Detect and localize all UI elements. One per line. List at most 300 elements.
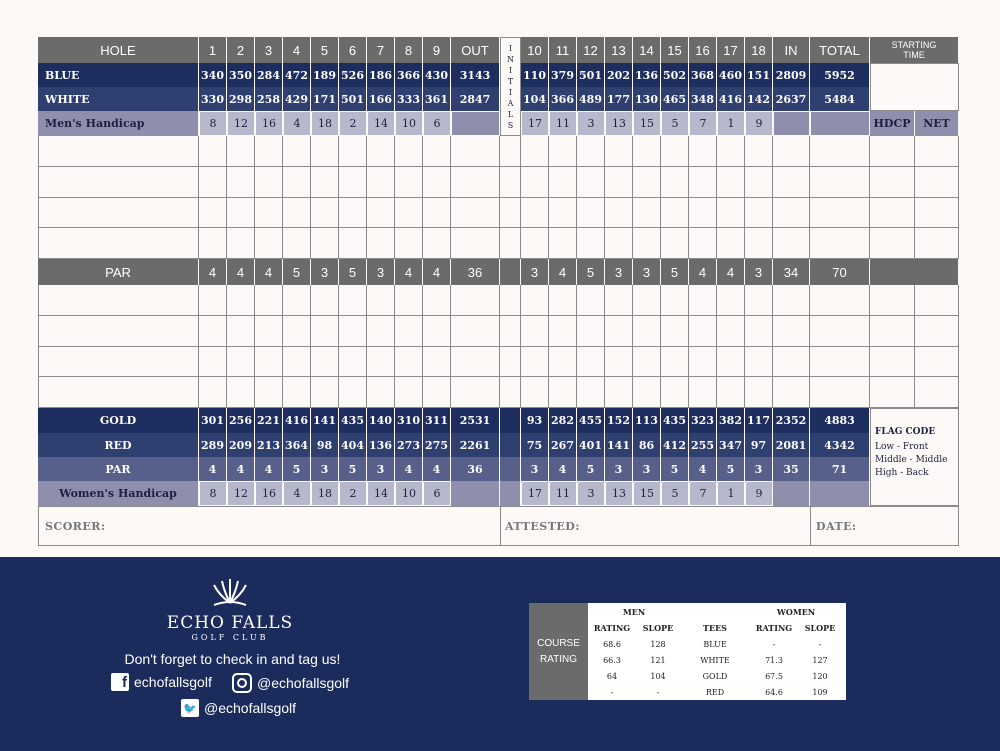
player-score-bottom-row-3-cell[interactable] bbox=[549, 347, 577, 378]
women-slope-value: 109 bbox=[812, 688, 828, 697]
player-score-top-row-3-cell[interactable] bbox=[577, 198, 605, 229]
date-field[interactable]: DATE: bbox=[816, 520, 857, 533]
player-score-bottom-row-1-cell[interactable] bbox=[367, 285, 395, 316]
player-score-bottom-row-1-cell[interactable] bbox=[311, 285, 339, 316]
blue-tee-hole-13: 202 bbox=[605, 63, 633, 87]
player-score-bottom-row-1-cell[interactable] bbox=[521, 285, 549, 316]
player-score-top-row-2-cell[interactable] bbox=[500, 167, 521, 198]
player-score-top-row-1-cell[interactable] bbox=[810, 136, 870, 167]
player-score-top-row-1-cell[interactable] bbox=[311, 136, 339, 167]
player-score-bottom-row-3-cell[interactable] bbox=[38, 347, 199, 378]
player-score-top-row-2-cell[interactable] bbox=[870, 167, 915, 198]
hole-number-3: 3 bbox=[255, 37, 283, 63]
player-score-bottom-row-4-cell[interactable] bbox=[915, 377, 959, 408]
player-score-top-row-3-cell[interactable] bbox=[500, 198, 521, 229]
player-score-bottom-row-4-cell[interactable] bbox=[255, 377, 283, 408]
facebook-handle: echofallsgolf bbox=[134, 674, 212, 690]
player-score-bottom-row-1-cell[interactable] bbox=[915, 285, 959, 316]
player-score-top-row-1-cell[interactable] bbox=[38, 136, 199, 167]
player-score-bottom-row-2-cell[interactable] bbox=[689, 316, 717, 347]
player-score-top-row-3-cell[interactable] bbox=[745, 198, 773, 229]
player-score-bottom-row-2-cell[interactable] bbox=[367, 316, 395, 347]
player-score-bottom-row-3-cell[interactable] bbox=[773, 347, 810, 378]
scorer-field[interactable]: SCORER: bbox=[45, 520, 106, 533]
player-score-top-row-2-cell[interactable] bbox=[521, 167, 549, 198]
mens-handicap-hole-17: 1 bbox=[717, 111, 745, 136]
player-score-top-row-3-cell[interactable] bbox=[199, 198, 227, 229]
player-score-bottom-row-4-cell[interactable] bbox=[500, 377, 521, 408]
hole-number-1: 1 bbox=[199, 37, 227, 63]
player-score-bottom-row-4-cell[interactable] bbox=[367, 377, 395, 408]
player-score-bottom-row-2-cell[interactable] bbox=[773, 316, 810, 347]
player-score-bottom-row-3-cell[interactable] bbox=[395, 347, 423, 378]
player-score-top-row-4-cell[interactable] bbox=[577, 228, 605, 259]
player-score-bottom-row-3-cell[interactable] bbox=[689, 347, 717, 378]
player-score-top-row-4-cell[interactable] bbox=[451, 228, 500, 259]
hole-number-5: 5 bbox=[311, 37, 339, 63]
white-tee-total: 5484 bbox=[810, 87, 870, 111]
player-score-bottom-row-3-cell[interactable] bbox=[577, 347, 605, 378]
gold-tee-hole-8: 310 bbox=[395, 408, 423, 433]
player-score-top-row-2-cell[interactable] bbox=[227, 167, 255, 198]
initials-column bbox=[500, 37, 521, 136]
player-score-bottom-row-1-cell[interactable] bbox=[810, 285, 870, 316]
net-header: NET bbox=[915, 111, 959, 136]
player-score-top-row-2-cell[interactable] bbox=[339, 167, 367, 198]
player-score-bottom-row-1-cell[interactable] bbox=[870, 285, 915, 316]
player-score-top-row-1-cell[interactable] bbox=[255, 136, 283, 167]
player-score-top-row-1-cell[interactable] bbox=[661, 136, 689, 167]
player-score-bottom-row-4-cell[interactable] bbox=[311, 377, 339, 408]
womens-handicap-hole-7: 14 bbox=[367, 481, 395, 506]
red-tee-total: 4342 bbox=[810, 433, 870, 457]
player-score-bottom-row-3-cell[interactable] bbox=[633, 347, 661, 378]
player-score-bottom-row-2-cell[interactable] bbox=[549, 316, 577, 347]
player-score-top-row-1-cell[interactable] bbox=[199, 136, 227, 167]
player-score-bottom-row-3-cell[interactable] bbox=[717, 347, 745, 378]
player-score-top-row-2-cell[interactable] bbox=[549, 167, 577, 198]
player-score-bottom-row-3-cell[interactable] bbox=[367, 347, 395, 378]
gold-tee-hole-13: 152 bbox=[605, 408, 633, 433]
player-score-bottom-row-2-cell[interactable] bbox=[915, 316, 959, 347]
blue-tee-hole-10: 110 bbox=[521, 63, 549, 87]
player-score-top-row-2-cell[interactable] bbox=[689, 167, 717, 198]
par-bottom-hole-17: 5 bbox=[717, 457, 745, 481]
par-bottom-hole-14: 3 bbox=[633, 457, 661, 481]
player-score-top-row-4-cell[interactable] bbox=[227, 228, 255, 259]
player-score-top-row-2-cell[interactable] bbox=[915, 167, 959, 198]
player-score-top-row-1-cell[interactable] bbox=[283, 136, 311, 167]
par-bottom-hole-16: 4 bbox=[689, 457, 717, 481]
player-score-bottom-row-1-cell[interactable] bbox=[773, 285, 810, 316]
par-bottom-hole-18: 3 bbox=[745, 457, 773, 481]
player-score-bottom-row-4-cell[interactable] bbox=[395, 377, 423, 408]
player-score-bottom-row-3-cell[interactable] bbox=[500, 347, 521, 378]
women-header: WOMEN bbox=[776, 607, 816, 617]
player-score-top-row-1-cell[interactable] bbox=[227, 136, 255, 167]
player-score-top-row-4-cell[interactable] bbox=[395, 228, 423, 259]
player-score-top-row-2-cell[interactable] bbox=[395, 167, 423, 198]
blue-tee-hole-15: 502 bbox=[661, 63, 689, 87]
player-score-top-row-1-cell[interactable] bbox=[339, 136, 367, 167]
player-score-top-row-3-cell[interactable] bbox=[549, 198, 577, 229]
player-score-bottom-row-1-cell[interactable] bbox=[38, 285, 199, 316]
blue-tee-out: 3143 bbox=[451, 63, 500, 87]
player-score-bottom-row-3-cell[interactable] bbox=[255, 347, 283, 378]
player-score-top-row-3-cell[interactable] bbox=[423, 198, 451, 229]
player-score-bottom-row-1-cell[interactable] bbox=[689, 285, 717, 316]
player-score-bottom-row-3-cell[interactable] bbox=[745, 347, 773, 378]
player-score-bottom-row-4-cell[interactable] bbox=[773, 377, 810, 408]
par-bottom-hole-12: 5 bbox=[577, 457, 605, 481]
hole-number-8: 8 bbox=[395, 37, 423, 63]
player-score-top-row-3-cell[interactable] bbox=[810, 198, 870, 229]
player-score-bottom-row-4-cell[interactable] bbox=[339, 377, 367, 408]
player-score-top-row-3-cell[interactable] bbox=[717, 198, 745, 229]
mens-handicap-hole-11: 11 bbox=[549, 111, 577, 136]
player-score-top-row-2-cell[interactable] bbox=[633, 167, 661, 198]
player-score-bottom-row-4-cell[interactable] bbox=[661, 377, 689, 408]
red-tee-initials-spacer bbox=[500, 433, 521, 457]
player-score-bottom-row-3-cell[interactable] bbox=[283, 347, 311, 378]
player-score-bottom-row-4-cell[interactable] bbox=[810, 377, 870, 408]
player-score-top-row-1-cell[interactable] bbox=[689, 136, 717, 167]
player-score-bottom-row-4-cell[interactable] bbox=[870, 377, 915, 408]
player-score-bottom-row-3-cell[interactable] bbox=[199, 347, 227, 378]
player-score-top-row-1-cell[interactable] bbox=[773, 136, 810, 167]
player-score-top-row-1-cell[interactable] bbox=[870, 136, 915, 167]
player-score-bottom-row-2-cell[interactable] bbox=[745, 316, 773, 347]
par-mid-hole-18: 3 bbox=[745, 259, 773, 285]
womens-handicap-total bbox=[810, 481, 870, 506]
player-score-top-row-4-cell[interactable] bbox=[199, 228, 227, 259]
player-score-top-row-1-cell[interactable] bbox=[717, 136, 745, 167]
player-score-top-row-4-cell[interactable] bbox=[605, 228, 633, 259]
player-score-top-row-4-cell[interactable] bbox=[773, 228, 810, 259]
white-tee-hole-18: 142 bbox=[745, 87, 773, 111]
hole-number-15: 15 bbox=[661, 37, 689, 63]
player-score-bottom-row-2-cell[interactable] bbox=[38, 316, 199, 347]
player-score-top-row-3-cell[interactable] bbox=[367, 198, 395, 229]
player-score-top-row-2-cell[interactable] bbox=[810, 167, 870, 198]
hole-number-11: 11 bbox=[549, 37, 577, 63]
player-score-top-row-4-cell[interactable] bbox=[661, 228, 689, 259]
player-score-top-row-1-cell[interactable] bbox=[423, 136, 451, 167]
player-score-bottom-row-3-cell[interactable] bbox=[227, 347, 255, 378]
player-score-bottom-row-1-cell[interactable] bbox=[577, 285, 605, 316]
mens-handicap-hole-12: 3 bbox=[577, 111, 605, 136]
flag-code-line: Low - Front bbox=[875, 442, 929, 452]
mens-handicap-hole-7: 14 bbox=[367, 111, 395, 136]
twitter-icon: 🐦 bbox=[181, 699, 199, 717]
player-score-top-row-3-cell[interactable] bbox=[38, 198, 199, 229]
player-score-bottom-row-2-cell[interactable] bbox=[423, 316, 451, 347]
player-score-top-row-4-cell[interactable] bbox=[521, 228, 549, 259]
player-score-bottom-row-3-cell[interactable] bbox=[605, 347, 633, 378]
player-score-bottom-row-2-cell[interactable] bbox=[311, 316, 339, 347]
player-score-bottom-row-4-cell[interactable] bbox=[549, 377, 577, 408]
womens-handicap-hole-17: 1 bbox=[717, 481, 745, 506]
player-score-bottom-row-1-cell[interactable] bbox=[500, 285, 521, 316]
player-score-bottom-row-3-cell[interactable] bbox=[521, 347, 549, 378]
mens-handicap-hole-4: 4 bbox=[283, 111, 311, 136]
red-tee-hole-8: 273 bbox=[395, 433, 423, 457]
gold-tee-initials-spacer bbox=[500, 408, 521, 433]
player-score-bottom-row-4-cell[interactable] bbox=[745, 377, 773, 408]
player-score-bottom-row-2-cell[interactable] bbox=[633, 316, 661, 347]
gold-tee-hole-6: 435 bbox=[339, 408, 367, 433]
twitter-link[interactable] bbox=[181, 699, 296, 717]
player-score-top-row-3-cell[interactable] bbox=[451, 198, 500, 229]
player-score-top-row-4-cell[interactable] bbox=[717, 228, 745, 259]
player-score-top-row-2-cell[interactable] bbox=[311, 167, 339, 198]
player-score-top-row-3-cell[interactable] bbox=[870, 198, 915, 229]
player-score-bottom-row-4-cell[interactable] bbox=[283, 377, 311, 408]
player-score-top-row-1-cell[interactable] bbox=[521, 136, 549, 167]
player-score-top-row-2-cell[interactable] bbox=[577, 167, 605, 198]
player-score-top-row-3-cell[interactable] bbox=[283, 198, 311, 229]
player-score-top-row-4-cell[interactable] bbox=[283, 228, 311, 259]
par-mid-hole-7: 3 bbox=[367, 259, 395, 285]
player-score-top-row-2-cell[interactable] bbox=[38, 167, 199, 198]
white-tee-out: 2847 bbox=[451, 87, 500, 111]
initials-letter: I bbox=[508, 65, 513, 75]
player-score-bottom-row-2-cell[interactable] bbox=[451, 316, 500, 347]
player-score-top-row-2-cell[interactable] bbox=[717, 167, 745, 198]
player-score-bottom-row-1-cell[interactable] bbox=[605, 285, 633, 316]
par-mid-hole-1: 4 bbox=[199, 259, 227, 285]
par-mid-total: 70 bbox=[810, 259, 870, 285]
blue-tee-hole-5: 189 bbox=[311, 63, 339, 87]
white-tee-hole-3: 258 bbox=[255, 87, 283, 111]
player-score-bottom-row-1-cell[interactable] bbox=[661, 285, 689, 316]
blue-tee-hole-8: 366 bbox=[395, 63, 423, 87]
player-score-top-row-4-cell[interactable] bbox=[311, 228, 339, 259]
gold-tee-hole-17: 382 bbox=[717, 408, 745, 433]
player-score-bottom-row-2-cell[interactable] bbox=[810, 316, 870, 347]
player-score-bottom-row-3-cell[interactable] bbox=[870, 347, 915, 378]
player-score-bottom-row-1-cell[interactable] bbox=[423, 285, 451, 316]
flag-code-line: Middle - Middle bbox=[875, 455, 948, 465]
player-score-bottom-row-2-cell[interactable] bbox=[870, 316, 915, 347]
player-score-top-row-4-cell[interactable] bbox=[549, 228, 577, 259]
par-mid-hole-12: 5 bbox=[577, 259, 605, 285]
men-rating-value: 64 bbox=[606, 672, 618, 681]
white-tee-hole-2: 298 bbox=[227, 87, 255, 111]
player-score-bottom-row-4-cell[interactable] bbox=[605, 377, 633, 408]
player-score-top-row-4-cell[interactable] bbox=[255, 228, 283, 259]
player-score-top-row-3-cell[interactable] bbox=[227, 198, 255, 229]
player-score-bottom-row-4-cell[interactable] bbox=[689, 377, 717, 408]
total-header: TOTAL bbox=[810, 37, 870, 63]
player-score-bottom-row-4-cell[interactable] bbox=[577, 377, 605, 408]
par-mid-in: 34 bbox=[773, 259, 810, 285]
player-score-bottom-row-2-cell[interactable] bbox=[661, 316, 689, 347]
blue-tee-hole-6: 526 bbox=[339, 63, 367, 87]
player-score-top-row-1-cell[interactable] bbox=[395, 136, 423, 167]
player-score-bottom-row-4-cell[interactable] bbox=[451, 377, 500, 408]
player-score-top-row-4-cell[interactable] bbox=[633, 228, 661, 259]
player-score-bottom-row-1-cell[interactable] bbox=[745, 285, 773, 316]
white-tee-hole-9: 361 bbox=[423, 87, 451, 111]
blue-tee-in: 2809 bbox=[773, 63, 810, 87]
red-tee-hole-14: 86 bbox=[633, 433, 661, 457]
player-score-bottom-row-3-cell[interactable] bbox=[339, 347, 367, 378]
tee-name: BLUE bbox=[703, 640, 727, 649]
women-slope-value: 127 bbox=[812, 656, 828, 665]
attested-field[interactable]: ATTESTED: bbox=[505, 520, 580, 533]
player-score-bottom-row-1-cell[interactable] bbox=[717, 285, 745, 316]
mens-handicap-hole-14: 15 bbox=[633, 111, 661, 136]
player-score-bottom-row-1-cell[interactable] bbox=[451, 285, 500, 316]
player-score-bottom-row-4-cell[interactable] bbox=[227, 377, 255, 408]
par-bottom-in: 35 bbox=[773, 457, 810, 481]
player-score-top-row-2-cell[interactable] bbox=[199, 167, 227, 198]
hole-number-16: 16 bbox=[689, 37, 717, 63]
player-score-bottom-row-2-cell[interactable] bbox=[255, 316, 283, 347]
player-score-top-row-2-cell[interactable] bbox=[745, 167, 773, 198]
blue-tee-hole-1: 340 bbox=[199, 63, 227, 87]
player-score-top-row-4-cell[interactable] bbox=[339, 228, 367, 259]
player-score-bottom-row-2-cell[interactable] bbox=[577, 316, 605, 347]
womens-handicap-hole-16: 7 bbox=[689, 481, 717, 506]
men-slope-value: - bbox=[656, 688, 660, 697]
player-score-top-row-2-cell[interactable] bbox=[605, 167, 633, 198]
player-score-bottom-row-2-cell[interactable] bbox=[339, 316, 367, 347]
player-score-top-row-1-cell[interactable] bbox=[451, 136, 500, 167]
player-score-top-row-3-cell[interactable] bbox=[661, 198, 689, 229]
par-mid-hole-10: 3 bbox=[521, 259, 549, 285]
player-score-bottom-row-3-cell[interactable] bbox=[661, 347, 689, 378]
player-score-bottom-row-2-cell[interactable] bbox=[199, 316, 227, 347]
mens-handicap-hole-10: 17 bbox=[521, 111, 549, 136]
par-mid-hole-8: 4 bbox=[395, 259, 423, 285]
player-score-top-row-2-cell[interactable] bbox=[423, 167, 451, 198]
player-score-top-row-3-cell[interactable] bbox=[395, 198, 423, 229]
women-rating-value: 67.5 bbox=[765, 672, 783, 681]
player-score-bottom-row-4-cell[interactable] bbox=[521, 377, 549, 408]
player-score-top-row-3-cell[interactable] bbox=[605, 198, 633, 229]
player-score-top-row-2-cell[interactable] bbox=[367, 167, 395, 198]
facebook-link[interactable] bbox=[111, 673, 212, 691]
par-bottom-hole-13: 3 bbox=[605, 457, 633, 481]
player-score-bottom-row-3-cell[interactable] bbox=[311, 347, 339, 378]
red-tee-hole-4: 364 bbox=[283, 433, 311, 457]
player-score-top-row-4-cell[interactable] bbox=[689, 228, 717, 259]
player-score-bottom-row-4-cell[interactable] bbox=[38, 377, 199, 408]
player-score-top-row-4-cell[interactable] bbox=[423, 228, 451, 259]
player-score-bottom-row-3-cell[interactable] bbox=[915, 347, 959, 378]
player-score-bottom-row-2-cell[interactable] bbox=[283, 316, 311, 347]
player-score-bottom-row-1-cell[interactable] bbox=[227, 285, 255, 316]
hdcp-header: HDCP bbox=[870, 111, 915, 136]
player-score-top-row-4-cell[interactable] bbox=[915, 228, 959, 259]
player-score-bottom-row-2-cell[interactable] bbox=[395, 316, 423, 347]
player-score-top-row-4-cell[interactable] bbox=[810, 228, 870, 259]
player-score-bottom-row-1-cell[interactable] bbox=[255, 285, 283, 316]
white-tee-hole-6: 501 bbox=[339, 87, 367, 111]
player-score-bottom-row-1-cell[interactable] bbox=[549, 285, 577, 316]
player-score-top-row-4-cell[interactable] bbox=[870, 228, 915, 259]
player-score-top-row-2-cell[interactable] bbox=[255, 167, 283, 198]
player-score-bottom-row-3-cell[interactable] bbox=[423, 347, 451, 378]
blue-tee-hole-12: 501 bbox=[577, 63, 605, 87]
player-score-top-row-3-cell[interactable] bbox=[633, 198, 661, 229]
player-score-top-row-1-cell[interactable] bbox=[633, 136, 661, 167]
player-score-bottom-row-1-cell[interactable] bbox=[395, 285, 423, 316]
player-score-top-row-3-cell[interactable] bbox=[521, 198, 549, 229]
player-score-bottom-row-2-cell[interactable] bbox=[500, 316, 521, 347]
player-score-bottom-row-1-cell[interactable] bbox=[199, 285, 227, 316]
player-score-top-row-1-cell[interactable] bbox=[549, 136, 577, 167]
player-score-bottom-row-2-cell[interactable] bbox=[605, 316, 633, 347]
player-score-top-row-3-cell[interactable] bbox=[255, 198, 283, 229]
women-rating-value: - bbox=[772, 640, 776, 649]
womens-handicap-hole-18: 9 bbox=[745, 481, 773, 506]
player-score-top-row-2-cell[interactable] bbox=[283, 167, 311, 198]
player-score-bottom-row-2-cell[interactable] bbox=[717, 316, 745, 347]
par-bottom-hole-8: 4 bbox=[395, 457, 423, 481]
player-score-bottom-row-4-cell[interactable] bbox=[199, 377, 227, 408]
player-score-top-row-4-cell[interactable] bbox=[367, 228, 395, 259]
player-score-top-row-3-cell[interactable] bbox=[311, 198, 339, 229]
player-score-bottom-row-1-cell[interactable] bbox=[283, 285, 311, 316]
player-score-top-row-1-cell[interactable] bbox=[367, 136, 395, 167]
tee-name: RED bbox=[705, 688, 725, 697]
player-score-top-row-1-cell[interactable] bbox=[915, 136, 959, 167]
player-score-bottom-row-4-cell[interactable] bbox=[423, 377, 451, 408]
starting-time-box[interactable] bbox=[870, 63, 959, 111]
red-tee-hole-16: 255 bbox=[689, 433, 717, 457]
player-score-top-row-3-cell[interactable] bbox=[689, 198, 717, 229]
instagram-link[interactable] bbox=[232, 673, 349, 693]
player-score-top-row-3-cell[interactable] bbox=[339, 198, 367, 229]
player-score-top-row-3-cell[interactable] bbox=[915, 198, 959, 229]
player-score-bottom-row-4-cell[interactable] bbox=[717, 377, 745, 408]
flag-code-line: High - Back bbox=[875, 468, 929, 478]
player-score-bottom-row-4-cell[interactable] bbox=[633, 377, 661, 408]
player-score-bottom-row-2-cell[interactable] bbox=[227, 316, 255, 347]
player-score-bottom-row-3-cell[interactable] bbox=[451, 347, 500, 378]
player-score-top-row-2-cell[interactable] bbox=[773, 167, 810, 198]
player-score-bottom-row-1-cell[interactable] bbox=[633, 285, 661, 316]
player-score-bottom-row-3-cell[interactable] bbox=[810, 347, 870, 378]
player-score-top-row-4-cell[interactable] bbox=[38, 228, 199, 259]
womens-handicap-hole-12: 3 bbox=[577, 481, 605, 506]
par-bottom-out: 36 bbox=[451, 457, 500, 481]
player-score-bottom-row-1-cell[interactable] bbox=[339, 285, 367, 316]
initials-letter: L bbox=[507, 109, 514, 119]
mens-handicap-hole-9: 6 bbox=[423, 111, 451, 136]
gold-tee-hole-5: 141 bbox=[311, 408, 339, 433]
womens-handicap-hole-9: 6 bbox=[423, 481, 451, 506]
player-score-top-row-1-cell[interactable] bbox=[500, 136, 521, 167]
player-score-top-row-3-cell[interactable] bbox=[773, 198, 810, 229]
red-tee-hole-9: 275 bbox=[423, 433, 451, 457]
player-score-top-row-1-cell[interactable] bbox=[577, 136, 605, 167]
player-score-top-row-1-cell[interactable] bbox=[605, 136, 633, 167]
player-score-top-row-2-cell[interactable] bbox=[661, 167, 689, 198]
player-score-top-row-4-cell[interactable] bbox=[745, 228, 773, 259]
player-score-top-row-2-cell[interactable] bbox=[451, 167, 500, 198]
mens-handicap-hole-15: 5 bbox=[661, 111, 689, 136]
mens-handicap-hole-6: 2 bbox=[339, 111, 367, 136]
par-bottom-hole-11: 4 bbox=[549, 457, 577, 481]
player-score-bottom-row-2-cell[interactable] bbox=[521, 316, 549, 347]
player-score-top-row-1-cell[interactable] bbox=[745, 136, 773, 167]
player-score-top-row-4-cell[interactable] bbox=[500, 228, 521, 259]
course-rating-label-line: COURSE bbox=[537, 637, 580, 649]
